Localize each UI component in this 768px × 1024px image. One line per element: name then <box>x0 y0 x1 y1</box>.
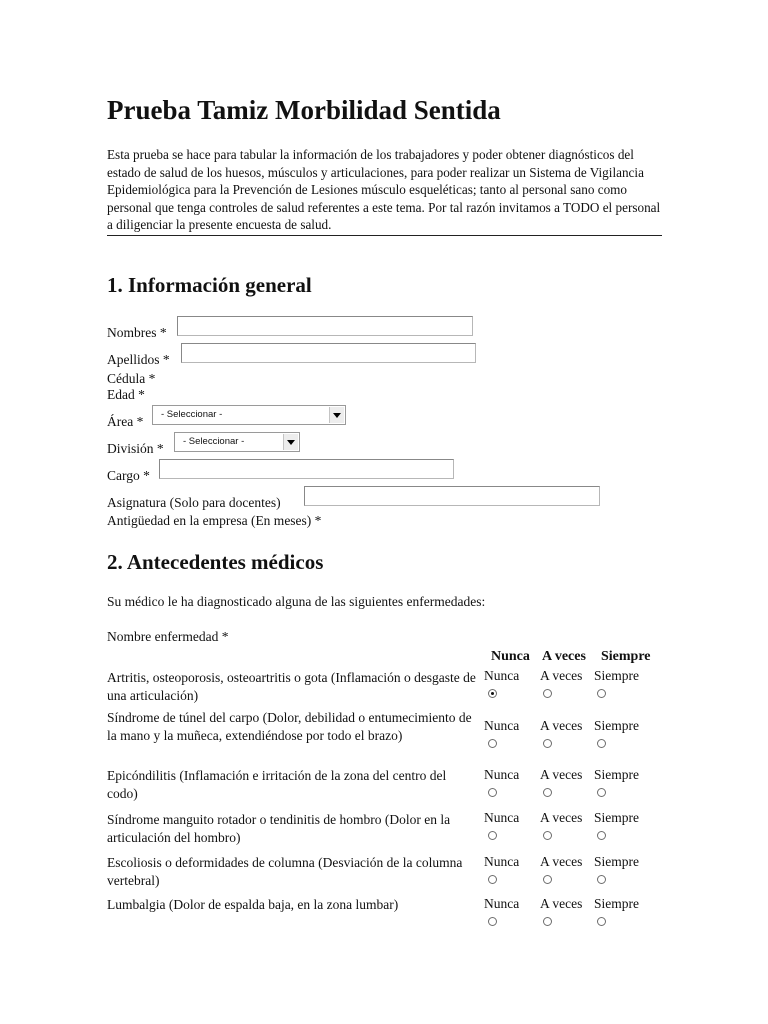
disease-name: Síndrome de túnel del carpo (Dolor, debilidad o entumecimiento de la mano y la muñeca, extendiéndose por todo el brazo) <box>107 710 472 743</box>
column-header-a-veces: A veces <box>542 649 586 664</box>
section-heading-medical-history: 2. Antecedentes médicos <box>107 550 324 574</box>
area-select-value: - Seleccionar - <box>161 409 223 420</box>
radio-nunca[interactable] <box>488 689 497 698</box>
option-label-a-veces: A veces <box>540 767 583 782</box>
option-label-a-veces: A veces <box>540 896 583 911</box>
chevron-down-icon <box>329 407 344 423</box>
label-nombres: Nombres * <box>107 325 167 340</box>
division-select[interactable] <box>174 432 300 452</box>
option-label-siempre: Siempre <box>594 854 639 869</box>
label-antiguedad: Antigüedad en la empresa (En meses) * <box>107 513 322 528</box>
chevron-down-icon <box>283 434 298 450</box>
asignatura-input[interactable] <box>304 486 600 506</box>
apellidos-input[interactable] <box>181 343 476 363</box>
radio-a-veces[interactable] <box>543 788 552 797</box>
radio-nunca[interactable] <box>488 875 497 884</box>
radio-siempre[interactable] <box>597 739 606 748</box>
label-cargo: Cargo * <box>107 468 150 483</box>
option-label-nunca: Nunca <box>484 718 520 733</box>
radio-siempre[interactable] <box>597 788 606 797</box>
column-header-siempre: Siempre <box>601 649 651 664</box>
option-label-siempre: Siempre <box>594 810 639 825</box>
option-label-nunca: Nunca <box>484 896 520 911</box>
option-label-a-veces: A veces <box>540 668 583 683</box>
radio-siempre[interactable] <box>597 831 606 840</box>
disease-name: Artritis, osteoporosis, osteoartritis o gota (Inflamación o desgaste de una articulación) <box>107 670 476 703</box>
option-label-siempre: Siempre <box>594 718 639 733</box>
option-label-nunca: Nunca <box>484 767 520 782</box>
disease-name: Síndrome manguito rotador o tendinitis de hombro (Dolor en la articulación del hombro) <box>107 812 451 845</box>
label-division: División * <box>107 441 164 456</box>
column-header-nunca: Nunca <box>491 649 530 664</box>
option-label-siempre: Siempre <box>594 668 639 683</box>
disease-name: Escoliosis o deformidades de columna (Desviación de la columna vertebral) <box>107 855 463 888</box>
radio-siempre[interactable] <box>597 875 606 884</box>
option-label-nunca: Nunca <box>484 854 520 869</box>
radio-a-veces[interactable] <box>543 689 552 698</box>
option-label-a-veces: A veces <box>540 854 583 869</box>
option-label-siempre: Siempre <box>594 896 639 911</box>
option-label-nunca: Nunca <box>484 810 520 825</box>
radio-nunca[interactable] <box>488 831 497 840</box>
option-label-nunca: Nunca <box>484 668 520 683</box>
disease-list-label: Nombre enfermedad * <box>107 629 229 644</box>
label-area: Área * <box>107 414 144 429</box>
intro-paragraph: Esta prueba se hace para tabular la información de los trabajadores y poder obtener diagnósticos del estado de salud de los huesos, músculos y articulaciones, para poder realizar un Sistema de Vigilancia Epidemiológica para la Prevención de Lesiones músculo esqueléticas; tanto al personal sano como personal que tenga controles de salud referentes a este tema. Por tal razón invitamos a TODO el personal a diligenciar la presente encuesta de salud. <box>107 146 662 236</box>
medical-question: Su médico le ha diagnosticado alguna de las siguientes enfermedades: <box>107 594 486 609</box>
radio-a-veces[interactable] <box>543 739 552 748</box>
option-label-a-veces: A veces <box>540 718 583 733</box>
option-label-a-veces: A veces <box>540 810 583 825</box>
label-apellidos: Apellidos * <box>107 352 170 367</box>
radio-nunca[interactable] <box>488 739 497 748</box>
label-edad: Edad * <box>107 387 145 402</box>
radio-a-veces[interactable] <box>543 831 552 840</box>
section-heading-general-info: 1. Información general <box>107 273 312 297</box>
area-select[interactable] <box>152 405 346 425</box>
label-cedula: Cédula * <box>107 371 156 386</box>
radio-a-veces[interactable] <box>543 875 552 884</box>
label-asignatura: Asignatura (Solo para docentes) <box>107 495 281 510</box>
disease-name: Lumbalgia (Dolor de espalda baja, en la zona lumbar) <box>107 897 399 912</box>
disease-name: Epicóndilitis (Inflamación e irritación de la zona del centro del codo) <box>107 768 447 801</box>
cargo-input[interactable] <box>159 459 454 479</box>
division-select-value: - Seleccionar - <box>183 436 245 447</box>
page-title: Prueba Tamiz Morbilidad Sentida <box>107 95 501 125</box>
nombres-input[interactable] <box>177 316 473 336</box>
radio-nunca[interactable] <box>488 788 497 797</box>
option-label-siempre: Siempre <box>594 767 639 782</box>
radio-siempre[interactable] <box>597 917 606 926</box>
radio-nunca[interactable] <box>488 917 497 926</box>
radio-siempre[interactable] <box>597 689 606 698</box>
radio-a-veces[interactable] <box>543 917 552 926</box>
